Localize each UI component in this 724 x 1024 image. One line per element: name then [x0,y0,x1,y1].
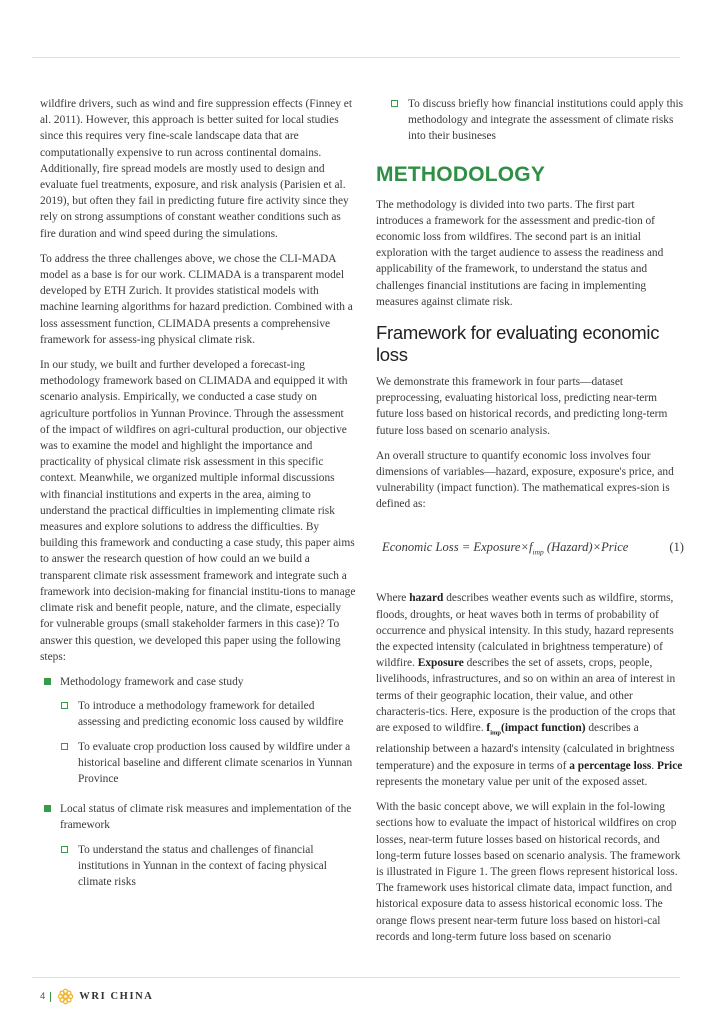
sub-bullet-text: To introduce a methodology framework for detailed assessing and predicting economic loss caused by wildfire [78,700,344,729]
term-exposure: Exposure [417,657,464,670]
definitions-paragraph [376,590,684,790]
text-run: . [651,759,658,772]
page-number: 4 [40,991,46,1002]
term-f: f [486,722,491,734]
subsection-heading: Framework for evaluating economic loss [376,322,660,366]
wri-knot-logo-icon [57,988,74,1005]
footer-divider [50,992,51,1002]
sub-bullet-text: To discuss briefly how financial institutions could apply this methodology and integrate the assessment of climate risks into their busineses [408,98,684,143]
bullet-text: Local status of climate risk measures and implementation of the framework [60,803,352,832]
term-f-subscript: imp [490,729,502,737]
text-run: represents the monetary value per unit of the exposed asset. [376,775,648,788]
text-run: describes a relationship between a hazard's intensity (calculated in brightness temperature) and the exposure in terms of [376,722,675,772]
filled-square-bullet-icon [44,678,51,685]
term-price: Price [657,759,683,772]
bullet-item [40,674,356,690]
sub-bullet-item [40,842,356,891]
sub-bullet-item [40,739,356,788]
hollow-square-bullet-icon [61,846,68,853]
text-run: describes weather events such as wildfire, storms, floods, droughts, or heat waves both in terms of probability of occurrence and physical intensity. In this study, hazard represents the expected intensity (calculated in brightness temperature) of wildfire. [376,592,674,670]
equation-subscript: imp [532,547,544,557]
equation-rhs: (Hazard)×Price [543,539,629,554]
sub-bullet-item [40,698,356,730]
sub-bullet-text: To evaluate crop production loss caused by wildfire under a historical baseline and different climate scenarios in Yunnan Province [78,740,353,785]
term-impact-label: (impact function) [501,722,586,734]
equation-lhs: Economic Loss = Exposure×f [382,539,533,554]
term-impact-function [486,722,586,737]
left-column [40,96,356,898]
header-rule [32,57,680,58]
section-intro: The methodology is divided into two parts. The first part introduces a framework for the assessment and predic-tion of economic loss from wildfires. The second part is an initial exploration with the target audience to assess the readiness and applicability of the framework, to understand the status and challenges financial institutions are facing in implementing measures against climate risk. [376,198,664,308]
term-hazard: hazard [409,592,444,605]
section-heading: METHODOLOGY [376,162,546,186]
paragraph: To address the three challenges above, we chose the CLI-MADA model as a base is for our work. CLIMADA is a transparent model developed by ETH Zurich. It provides statistical models with machine learning algorithms for hazard prediction. Combined with a loss assessment function, CLIMADA presents a comprehensive framework for assess-ing physical climate risk. [40,252,353,346]
term-percentage-loss: a percentage loss [569,759,652,772]
text-run: describes the set of assets, crops, people, livelihoods, infrastructures, and so on within an area of interest in terms of their geographic location, their value, and other characteris-tics. Here, exposure is the production of the crops that are exposed to wildfire. [376,657,676,734]
paragraph: We demonstrate this framework in four parts—dataset preprocessing, evaluating historical loss, predicting near-term future loss based on historical records, and predicting long-term future loss based on scenario analysis. [376,376,668,437]
paragraph: wildfire drivers, such as wind and fire suppression effects (Finney et al. 2011). However, this approach is better suited for local studies since this requires very fine-scale landscape data that are computationally expensive to run across continental domains. Additionally, fire spread models are mostly used to design and evaluate fuel treatments, exposure, and risk analysis (Parisien et al. 2019), but often they fail in predicting future fire activity since they rely on strong assumptions of constant weather conditions such as fire duration and wind speed during the simulations. [40,98,353,240]
paragraph: In our study, we built and further developed a forecast-ing methodology framework based on CLIMADA and equipped it with scenario analysis. Empirically, we conducted a case study on agriculture portfolios in Yunnan Province. Through the assessment of the impact of wildfires on agri-cultural production, our objective was to examine the model and highlight the importance and practicality of physical climate risk assessment in this specific context. Meanwhile, we organized multiple informal discussions with financial institutions and experts in the area, aiming to understand the practical difficulties in implementing climate risk measures and explore solutions to address the difficulties. By building this framework and conducting a case study, this paper aims to answer the research question of how could an we build a transparent climate risk assessment framework and integrate such a framework into decision-making for financial institu-tions to manage climate risk and benefit people, nature, and the climate, especially for vulnerable groups (small stakeholder farmers in this case)? To answer this question, we developed this paper using the following steps: [40,359,356,663]
right-column [376,96,684,954]
equation-expression [382,539,628,561]
paragraph: With the basic concept above, we will explain in the fol-lowing sections how to evaluate the impact of historical wildfires on crop losses, near-term future losses based on historical records, and long-term future losses based on scenario analysis. The framework is illustrated in Figure 1. The green flows represent historical loss. The framework uses historical climate data, impact function, and historical exposure data to assess historical economic loss. The orange flows present near-term future loss based on histori-cal records and long-term future loss based on scenario [376,801,681,943]
bullet-item [40,801,356,833]
hollow-square-bullet-icon [391,100,398,107]
paragraph: An overall structure to quantify economic loss involves four dimensions of variables—hazard, exposure, exposure's price, and vulnerability (impact function). The mathematical expres-sion is defined as: [376,449,674,511]
hollow-square-bullet-icon [61,702,68,709]
equation [376,539,684,561]
brand-name: WRI CHINA [79,991,154,1002]
page-footer [40,988,154,1005]
footer-rule [32,977,680,978]
text-run: Where [376,592,410,605]
bullet-text: Methodology framework and case study [60,675,244,688]
sub-bullet-text: To understand the status and challenges of financial institutions in Yunnan in the context of facing physical climate risks [78,843,327,888]
equation-number: (1) [669,539,684,554]
sub-bullet-item [376,96,684,145]
filled-square-bullet-icon [44,805,51,812]
hollow-square-bullet-icon [61,743,68,750]
